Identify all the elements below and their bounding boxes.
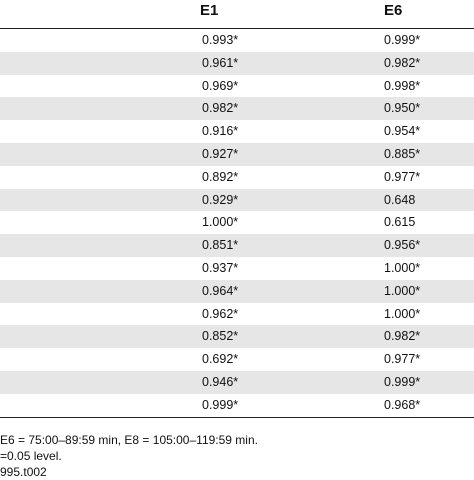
footnote-table-id: 995.t002 <box>0 465 47 479</box>
cell-e6: 0.998* <box>384 78 421 93</box>
cell-e6: 0.968* <box>384 397 421 412</box>
cell-e1: 0.962* <box>202 306 239 321</box>
cell-e1: 0.964* <box>202 283 239 298</box>
table-row <box>0 303 474 326</box>
cell-e6: 0.615 <box>384 215 416 230</box>
cell-e1: 0.982* <box>202 101 239 116</box>
table-row <box>0 75 474 98</box>
table-footnotes <box>0 432 258 480</box>
cell-e1: 0.961* <box>202 55 239 70</box>
table-body <box>0 29 474 417</box>
cell-e1: 0.993* <box>202 33 239 47</box>
cell-e6: 0.885* <box>384 146 421 161</box>
cell-e6: 0.956* <box>384 238 421 253</box>
table-row <box>0 52 474 75</box>
table-header <box>0 0 474 29</box>
cell-e6: 1.000* <box>384 260 421 275</box>
footnote-significance: =0.05 level. <box>0 449 62 463</box>
table-row <box>0 234 474 257</box>
table-row <box>0 97 474 120</box>
cell-e6: 1.000* <box>384 306 421 321</box>
cell-e6: 0.977* <box>384 169 421 184</box>
table-row <box>0 371 474 394</box>
column-header-e6: E6 <box>384 2 403 19</box>
table-row <box>0 394 474 417</box>
cell-e1: 0.692* <box>202 352 239 367</box>
cell-e6: 0.999* <box>384 374 421 389</box>
table-row <box>0 120 474 143</box>
table-row <box>0 257 474 280</box>
table-row <box>0 29 474 52</box>
table-row <box>0 348 474 371</box>
cell-e6: 0.999* <box>384 33 421 47</box>
table-row <box>0 280 474 303</box>
table-row <box>0 325 474 348</box>
cell-e1: 0.969* <box>202 78 239 93</box>
footnote-time-ranges: E6 = 75:00–89:59 min, E8 = 105:00–119:59 min. <box>0 433 258 447</box>
cell-e1: 1.000* <box>202 215 239 230</box>
cell-e1: 0.946* <box>202 374 239 389</box>
table-row <box>0 166 474 189</box>
cell-e1: 0.929* <box>202 192 239 207</box>
column-header-e1: E1 <box>200 2 219 19</box>
table-row <box>0 211 474 234</box>
table-bottom-rule <box>0 417 474 418</box>
cell-e6: 0.648 <box>384 192 416 207</box>
cell-e6: 0.954* <box>384 124 421 139</box>
cell-e1: 0.852* <box>202 329 239 344</box>
table-row <box>0 143 474 166</box>
cell-e1: 0.916* <box>202 124 239 139</box>
cell-e6: 0.950* <box>384 101 421 116</box>
cell-e1: 0.927* <box>202 146 239 161</box>
cell-e1: 0.937* <box>202 260 239 275</box>
cell-e6: 0.982* <box>384 55 421 70</box>
cell-e6: 1.000* <box>384 283 421 298</box>
cell-e1: 0.892* <box>202 169 239 184</box>
cell-e6: 0.977* <box>384 352 421 367</box>
cell-e1: 0.999* <box>202 397 239 412</box>
table-row <box>0 189 474 212</box>
cell-e6: 0.982* <box>384 329 421 344</box>
cell-e1: 0.851* <box>202 238 239 253</box>
